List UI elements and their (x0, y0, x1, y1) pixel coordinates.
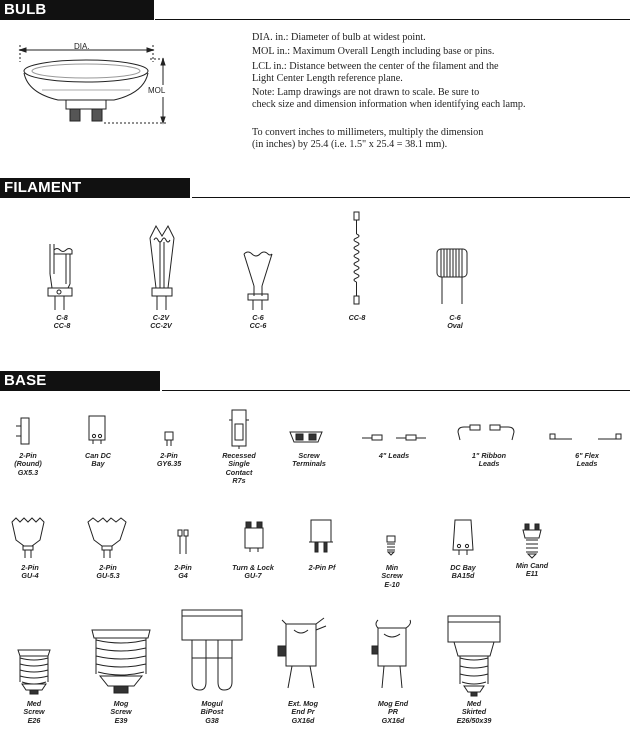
base-label-gu7 (218, 564, 288, 581)
par-bulb-diagram (18, 38, 168, 128)
base-label-r7s (204, 452, 274, 486)
label-line: Terminals (292, 459, 326, 469)
dia-label: DIA. (74, 42, 90, 51)
cc8-coil-icon (350, 210, 364, 306)
label-line: 2-Pin (21, 563, 39, 572)
min-screw-e10-base-icon (384, 534, 398, 556)
header-rule (162, 390, 630, 391)
screw-terminals-base-icon (288, 428, 324, 446)
label-line: R7s (232, 476, 246, 486)
min-cand-e11-base-icon (520, 520, 544, 560)
base-label-med-skirted (439, 700, 509, 725)
label-line: (Round) (14, 459, 42, 469)
two-pin-gy635-base-icon (162, 430, 176, 448)
label-line: Single (228, 459, 250, 469)
g4-base-icon (176, 528, 190, 556)
flex-leads-icon (548, 432, 626, 442)
base-label-g38 (177, 700, 247, 725)
header-rule (192, 197, 630, 198)
base-label-gu4 (0, 564, 65, 581)
base-identification-header: BASE IDENTIFICATION (0, 371, 160, 391)
ribbon-leads-icon (454, 424, 520, 442)
filament-identification-header: FILAMENT IDENTIFICATION (0, 178, 190, 198)
label-line: 2-Pin (19, 451, 37, 460)
label-line: 2-Pin (99, 563, 117, 572)
label-line: GX5.3 (17, 467, 39, 477)
label-line: Screw (23, 707, 45, 717)
note-lcl-2: Light Center Length reference plane. (252, 73, 403, 84)
note-mol: MOL in.: Maximum Overall Length including base or pins. (252, 46, 495, 57)
c2v-filament-icon (144, 222, 180, 312)
label-line: End Pr (291, 707, 315, 717)
label-line: E26/50x39 (456, 715, 492, 725)
base-label-e26 (0, 700, 69, 725)
label-line: Oval (447, 321, 463, 331)
label-line: E39 (114, 715, 128, 725)
bulb-identification-header: BULB IDENTIFICATION (0, 0, 154, 20)
mogul-bipost-g38-base-icon (180, 608, 244, 692)
label-line: GU-7 (244, 571, 262, 581)
label-line: Skirted (461, 707, 487, 717)
label-line: GU-5.3 (96, 571, 120, 581)
dc-bay-ba15d-base-icon (450, 518, 476, 558)
label-line: Med (466, 699, 482, 708)
label-line: 2-Pin Pf (308, 563, 336, 572)
label-line: C-6 (449, 313, 461, 322)
note-scale-1: Note: Lamp drawings are not drawn to scale. Be sure to (252, 87, 480, 98)
label-line: BA15d (451, 571, 475, 581)
mog-end-prong-base-icon (368, 618, 418, 692)
c6-oval-filament-icon (434, 246, 470, 306)
two-pin-pf-base-icon (308, 518, 334, 556)
label-line: Leads (478, 459, 500, 469)
mol-label: MOL (148, 86, 166, 95)
med-screw-e26-base-icon (14, 648, 54, 696)
filament-label-c2v (126, 314, 196, 331)
base-label-flex-leads (552, 452, 622, 469)
label-line: DC Bay (450, 563, 476, 572)
label-line: Med (26, 699, 42, 708)
can-dc-bay-base-icon (86, 414, 108, 446)
label-line: Contact (225, 467, 253, 477)
label-line: Leads (576, 459, 598, 469)
base-label-gy635 (134, 452, 204, 469)
label-line: Mog (113, 699, 129, 708)
label-line: GU-4 (21, 571, 39, 581)
base-label-two-pin-pf (287, 564, 357, 572)
label-line: 4" Leads (378, 451, 410, 460)
header-rule (155, 19, 630, 20)
label-line: GX16d (291, 715, 315, 725)
ext-mog-end-prong-base-icon (272, 616, 330, 692)
base-label-ba15d (428, 564, 498, 581)
label-line: Mogul (201, 699, 223, 708)
c8-filament-icon (42, 238, 78, 312)
gu4-base-icon (10, 516, 46, 560)
note-dia: DIA. in.: Diameter of bulb at widest point. (252, 32, 426, 43)
note-lcl-1: LCL in.: Distance between the center of the filament and the (252, 61, 499, 72)
label-line: PR (388, 707, 398, 717)
c6-filament-icon (240, 250, 276, 312)
label-line: Bay (91, 459, 105, 469)
label-line: E26 (27, 715, 41, 725)
note-convert-1: To convert inches to millimeters, multiply the dimension (252, 127, 484, 138)
label-line: G38 (205, 715, 219, 725)
filament-label-c8 (27, 314, 97, 331)
label-line: Screw (298, 451, 320, 460)
label-line: E-10 (384, 579, 400, 589)
label-line: BiPost (200, 707, 224, 717)
label-line: Recessed (222, 451, 256, 460)
label-line: Mog End (377, 699, 409, 708)
label-line: Min Cand (515, 561, 549, 570)
filament-label-c6-oval (420, 314, 490, 331)
base-label-ribbon-leads (454, 452, 524, 469)
label-line: Min (385, 563, 399, 572)
label-line: 1" Ribbon (471, 451, 507, 460)
turn-lock-gu7-base-icon (242, 518, 266, 554)
base-label-gx53 (0, 452, 63, 477)
label-line: C-2V (152, 313, 170, 322)
mog-screw-e39-base-icon (88, 628, 154, 696)
note-scale-2: check size and dimension information when identifying each lamp. (252, 99, 526, 110)
gu53-base-icon (86, 516, 128, 560)
label-line: CC-2V (150, 321, 172, 331)
label-line: CC-8 (348, 313, 366, 322)
note-convert-2: (in inches) by 25.4 (i.e. 1.5" x 25.4 = 38.1 mm). (252, 139, 448, 150)
label-line: Screw (381, 571, 403, 581)
base-label-can-dc-bay (63, 452, 133, 469)
base-label-four-inch-leads (359, 452, 429, 460)
label-line: Can DC (85, 451, 111, 460)
four-inch-leads-icon (360, 432, 428, 442)
base-label-mog-end-pr (358, 700, 428, 725)
med-skirted-base-icon (446, 614, 502, 698)
recessed-single-contact-base-icon (226, 408, 252, 450)
label-line: CC-8 (53, 321, 71, 331)
base-label-ext-mog-end-pr (268, 700, 338, 725)
base-label-g4 (148, 564, 218, 581)
base-label-e10 (357, 564, 427, 589)
label-line: Turn & Lock (232, 563, 274, 572)
label-line: Ext. Mog (288, 699, 318, 708)
filament-label-cc8 (322, 314, 392, 322)
base-label-gu53 (73, 564, 143, 581)
label-line: G4 (178, 571, 188, 581)
label-line: CC-6 (249, 321, 267, 331)
base-label-e39 (86, 700, 156, 725)
label-line: GY6.35 (156, 459, 182, 469)
label-line: Screw (110, 707, 132, 717)
base-label-e11 (497, 562, 567, 579)
label-line: C-8 (56, 313, 68, 322)
label-line: 2-Pin (174, 563, 192, 572)
filament-label-c6 (223, 314, 293, 331)
two-pin-round-base-icon (15, 416, 35, 448)
label-line: GX16d (381, 715, 405, 725)
label-line: 6" Flex (575, 451, 599, 460)
label-line: 2-Pin (160, 451, 178, 460)
label-line: C-6 (252, 313, 264, 322)
label-line: E11 (525, 569, 539, 579)
base-label-screw-terminals (274, 452, 344, 469)
